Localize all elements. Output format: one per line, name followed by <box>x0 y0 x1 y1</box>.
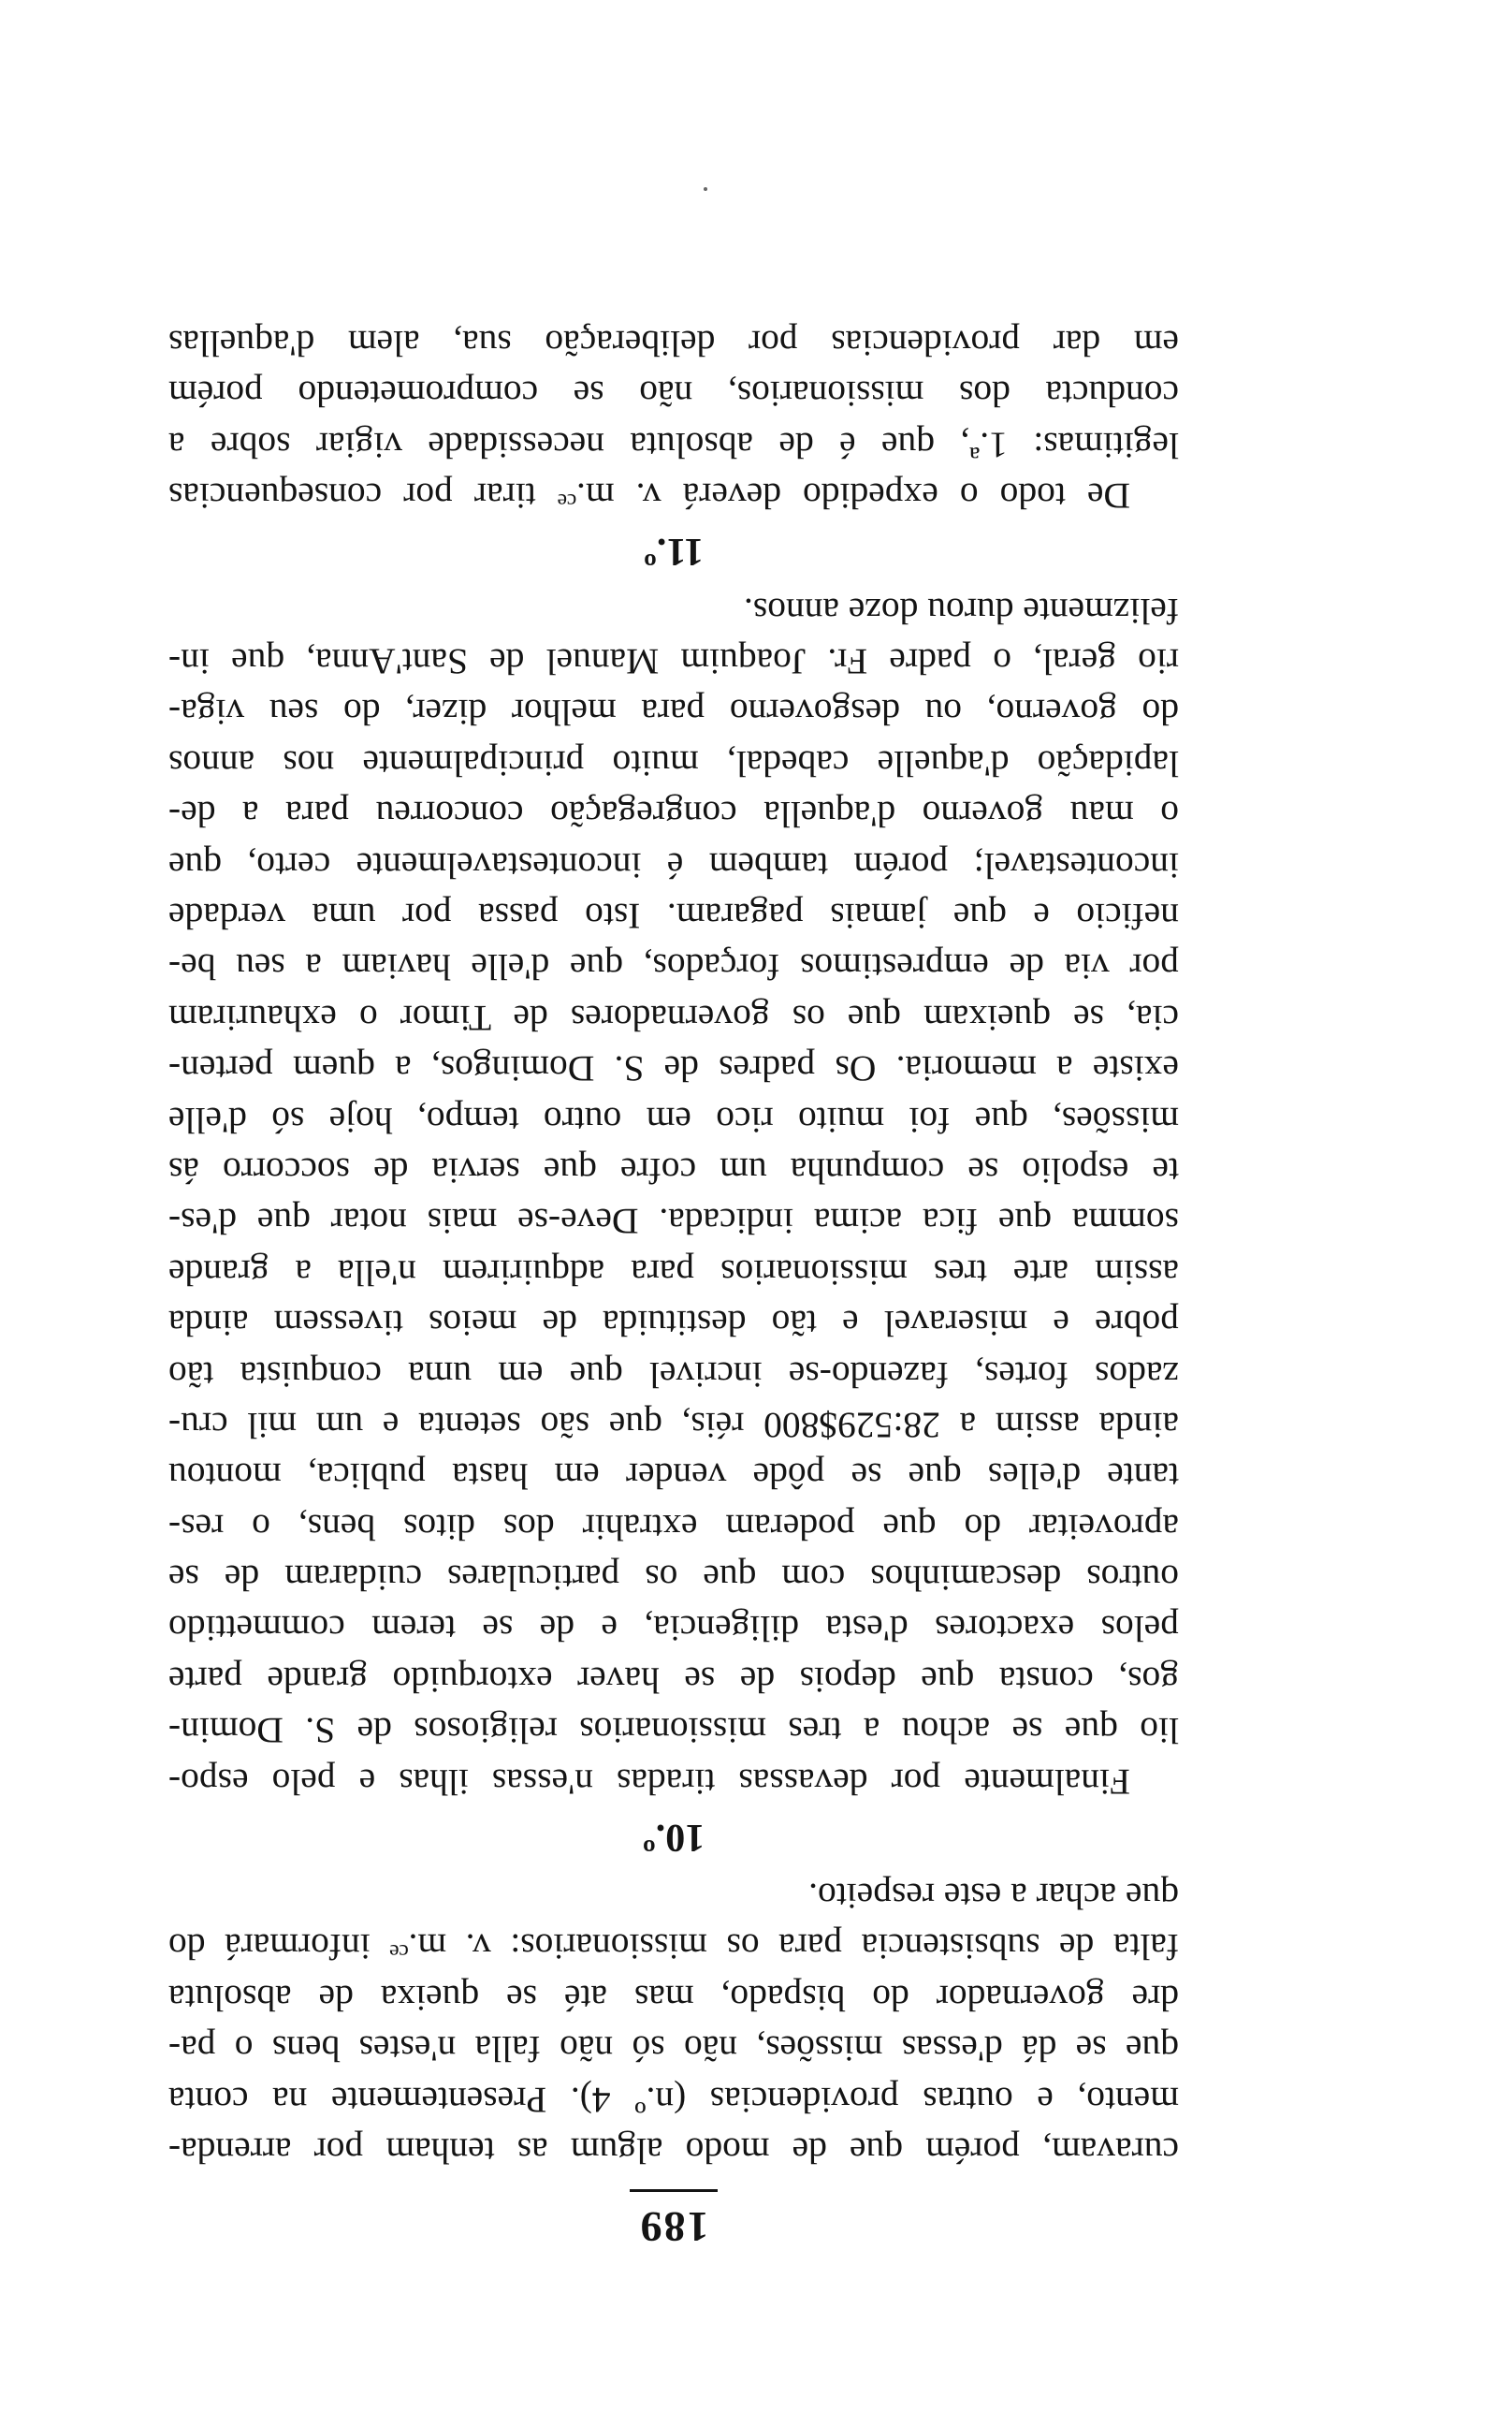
page-content <box>168 318 1179 2254</box>
text-line: outros descaminhos com que os particulares cuidaram de se <box>168 1557 1179 1600</box>
text-line: assim arte tres missionarios para adquirirem n'ella a grande <box>168 1251 1179 1293</box>
opening-paragraph <box>168 1871 1179 2176</box>
text-line: ainda assim a 28:529$800 réis, que são setenta e um mil cru- <box>168 1404 1179 1446</box>
text-line: aproveitar do que poderam extrahir dos ditos bens, o res- <box>168 1506 1179 1548</box>
text-line: mento, e outras providencias (n.º 4). Presentemente na conta <box>168 2079 1179 2121</box>
section-11-paragraph <box>168 318 1179 522</box>
text-line: que achar a este respeito. <box>808 1876 1179 1918</box>
page-number: 189 <box>638 2203 709 2251</box>
section-10-paragraph <box>168 585 1179 1806</box>
header-rule <box>630 2189 718 2192</box>
text-line: existe a memoria. Os padres de S. Domingos, a quem perten- <box>168 1048 1179 1090</box>
text-line: pelos exactores d'esta diligencia, e de se terem commettido <box>168 1608 1179 1650</box>
text-line: o mau governo d'aquella congregação concorreu para a de- <box>168 794 1179 836</box>
section-11-heading: 11.º <box>643 530 705 574</box>
text-line: dre governador do bispado, mas até se queixa de absoluta <box>168 1977 1179 2019</box>
text-line: felizmente durou doze annos. <box>743 590 1179 632</box>
text-line: lio que se achou a tres missionarios religiosos de S. Domin- <box>168 1710 1179 1752</box>
text-line: incontestavel; porém tambem é incontestavelmente certo, que <box>168 844 1179 886</box>
text-line: cia, se queixam que os governadores de Timor o exhauriram <box>168 997 1179 1039</box>
text-line: somma que fica acima indicada. Deve-se mais notar que d'es- <box>168 1201 1179 1243</box>
text-line: De todo o expedido deverá v. m.ᶜᵉ tirar por consequencias <box>168 475 1130 518</box>
text-line: em dar providencias por deliberação sua, alem d'aquellas <box>168 323 1179 365</box>
text-line: que se dá d'essas missões, não só não falla n'estes bens o pa- <box>168 2028 1179 2070</box>
text-line: Finalmente por devassas tiradas n'essas ilhas e pelo espo- <box>168 1761 1130 1803</box>
text-line: te espolio se compunha um cofre que servia de soccorro ás <box>168 1149 1179 1191</box>
text-line: legitimas: 1.ª, que é de absoluta necessidade vigiar sobre a <box>168 424 1179 466</box>
text-line: zados fortes, fazendo-se incrivel que em uma conquista tão <box>168 1353 1179 1395</box>
scan-speck <box>704 187 707 191</box>
text-line: gos, consta que depois de se haver extorquido grande parte <box>168 1658 1179 1701</box>
text-line: missões, que foi muito rico em outro tempo, hoje só d'elle <box>168 1099 1179 1141</box>
text-line: neficio e que jamais pagaram. Isto passa por uma verdade <box>168 896 1179 938</box>
text-line: pobre e miseravel e tão destituida de meios tivessem ainda <box>168 1303 1179 1345</box>
text-line: tante d'elles que se pôde vender em hasta publica, montou <box>168 1455 1179 1498</box>
text-line: falta de subsistencia para os missionarios: v. m.ᶜᵉ informará do <box>168 1926 1179 1968</box>
text-line: por via de emprestimos forçados, que d'elle haviam a seu be- <box>168 946 1179 988</box>
text-line: lapidação d'aquelle cabedal, muito principalmente nos annos <box>168 742 1179 784</box>
section-10-heading: 10.º <box>642 1815 705 1859</box>
text-line: do governo, ou desgoverno para melhor dizer, do seu viga- <box>168 692 1179 734</box>
text-line: curavam, porém que de modo algum as tenham por arrenda- <box>168 2130 1179 2171</box>
text-line: rio geral, o padre Fr. Joaquim Manuel de Sant'Anna, que in- <box>168 641 1179 683</box>
text-line: conducta dos missionarios, não se comprometendo porém <box>168 373 1179 416</box>
